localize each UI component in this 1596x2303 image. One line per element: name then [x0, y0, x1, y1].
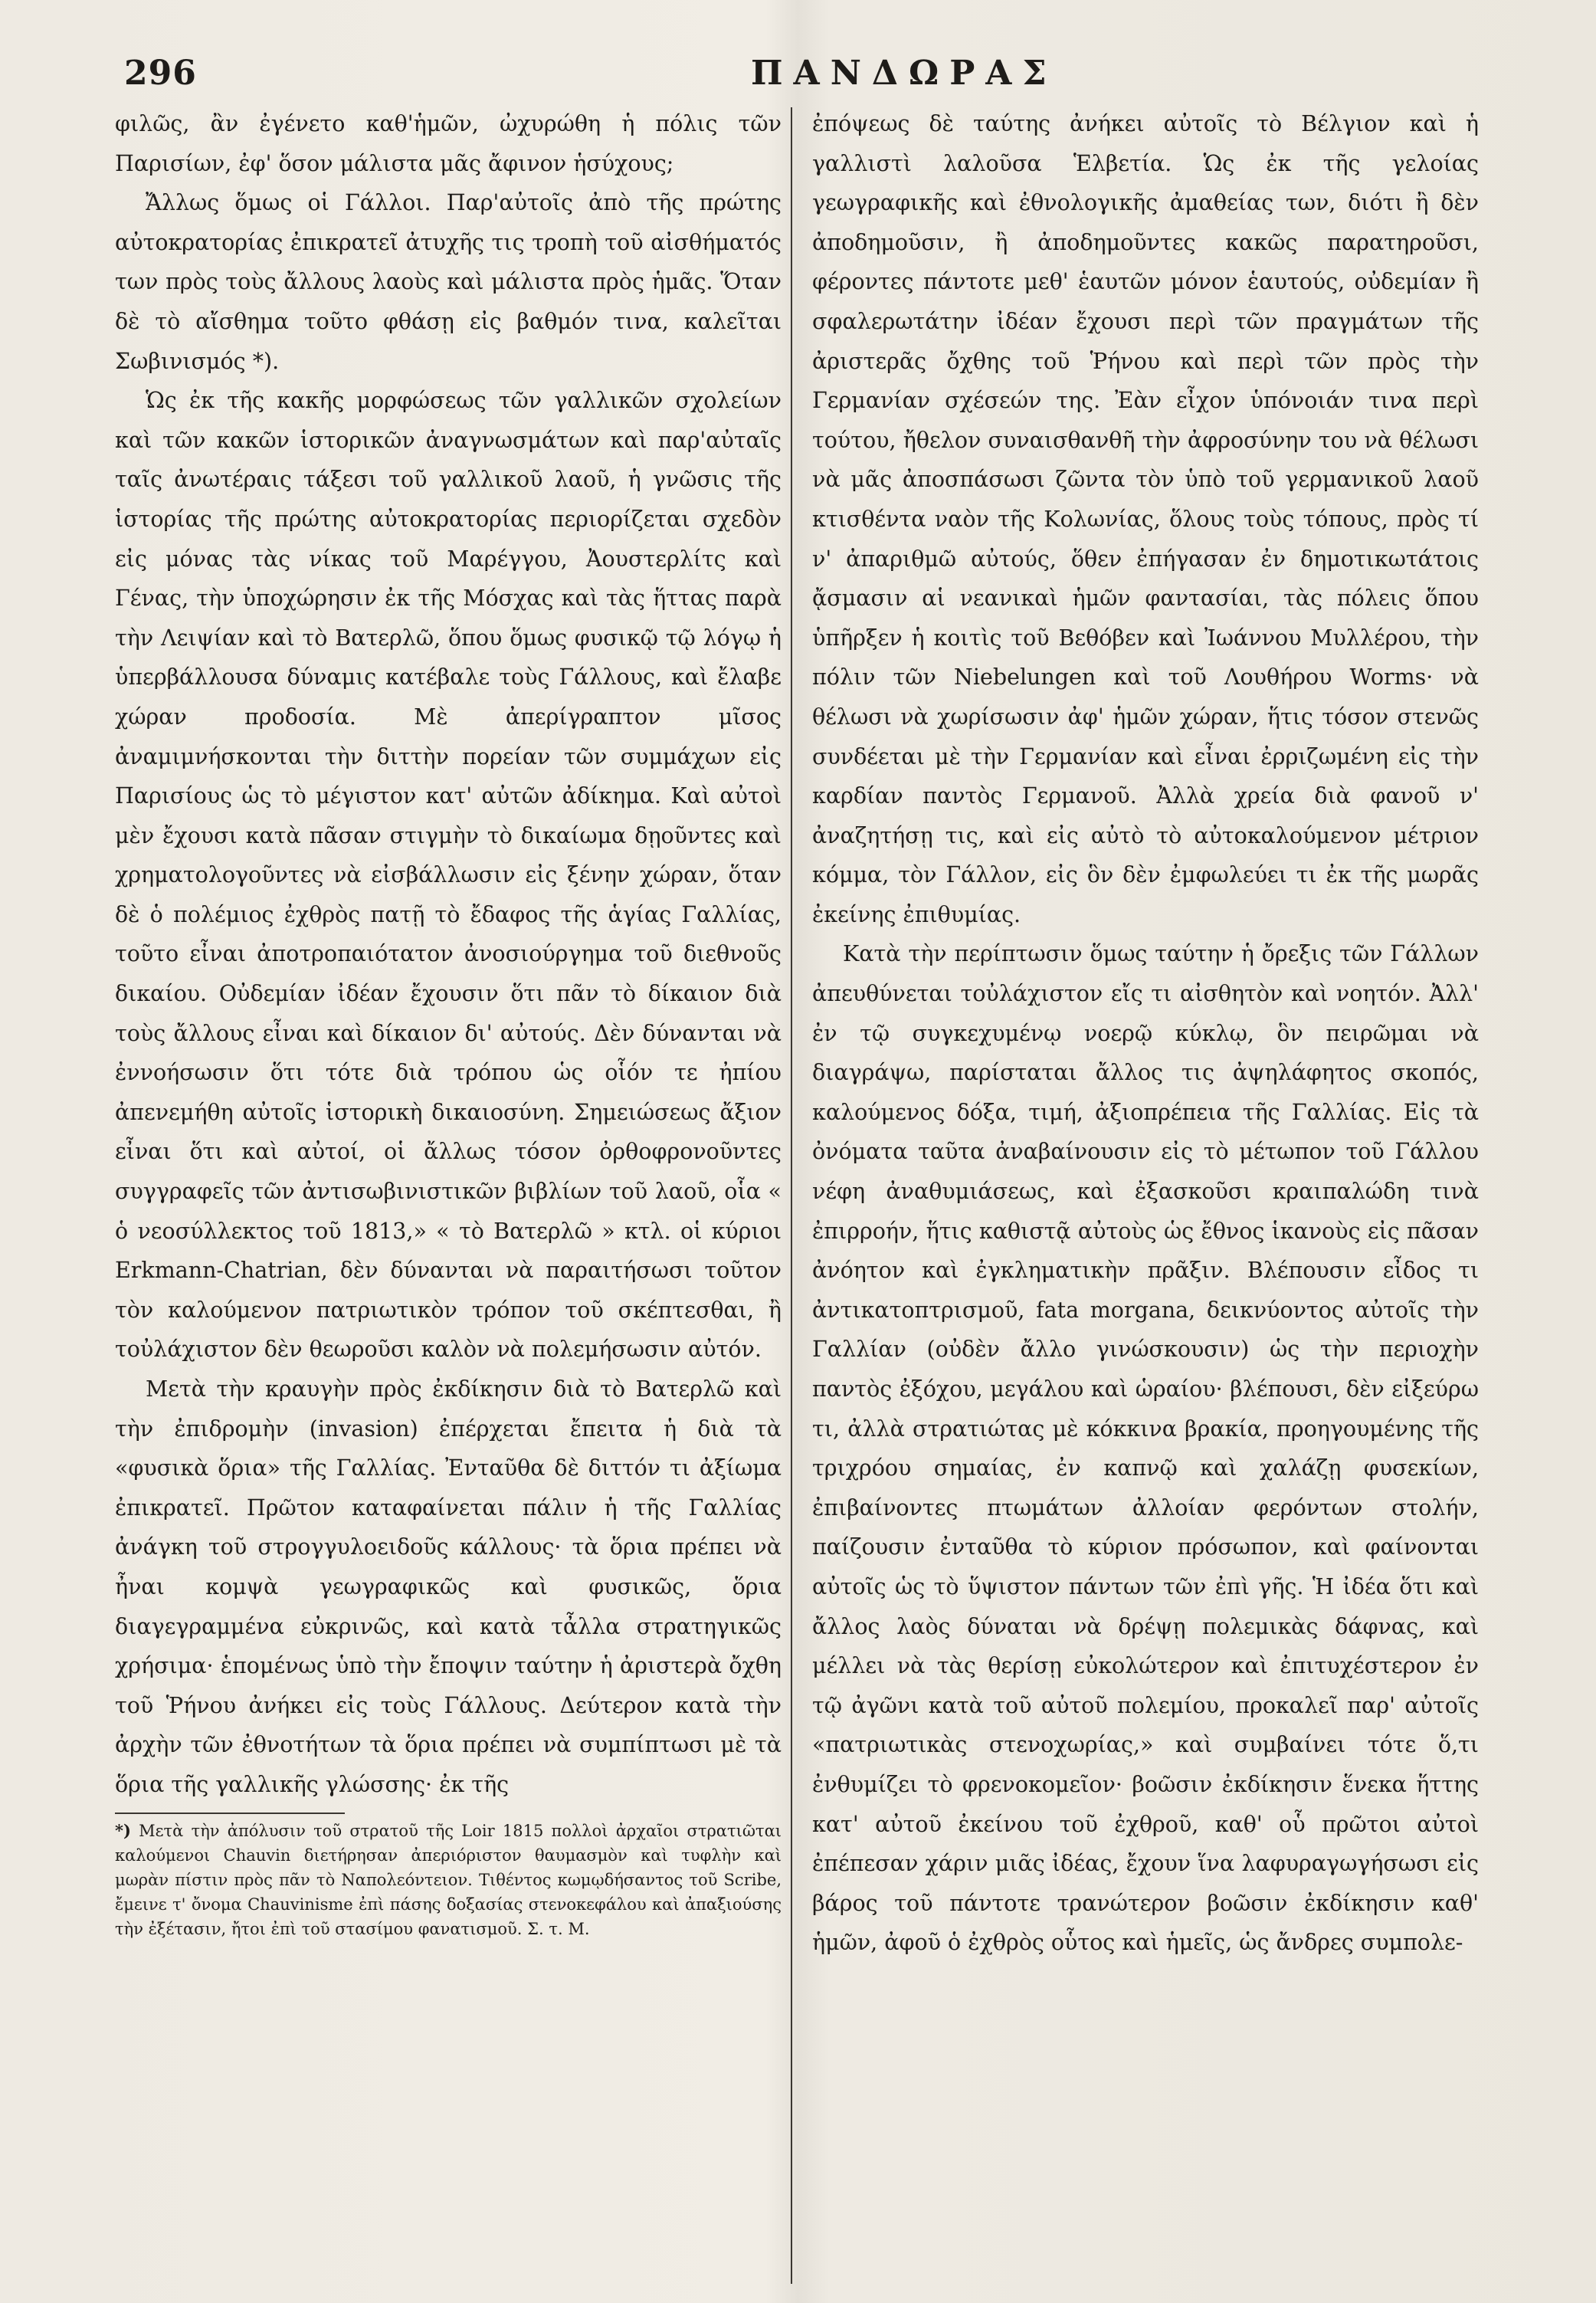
page-header: [115, 49, 1571, 104]
footnote-signature: Σ. τ. Μ.: [527, 1919, 590, 1938]
paragraph: Ἄλλως ὅμως οἱ Γάλλοι. Παρ'αὐτοῖς ἀπὸ τῆς πρώτης αὐτοκρατορίας ἐπικρατεῖ ἀτυχῆς τις τροπὴ τοῦ αἰσθήματός των πρὸς τοὺς ἄλλους λαοὺς καὶ μάλιστα πρὸς ἡμᾶς. Ὅταν δὲ τὸ αἴσθημα τοῦτο φθάσῃ εἰς βαθμόν τινα, καλεῖται Σωβινισμός *).: [115, 190, 782, 374]
paragraph: Μετὰ τὴν κραυγὴν πρὸς ἐκδίκησιν διὰ τὸ Βατερλῶ καὶ τὴν ἐπιδρομὴν (invasion) ἐπέρχεται ἔπειτα ἡ διὰ τὰ «φυσικὰ ὅρια» τῆς Γαλλίας. Ἐνταῦθα δὲ διττόν τι ἀξίωμα ἐπικρατεῖ. Πρῶτον καταφαίνεται πάλιν ἡ τῆς Γαλλίας ἀνάγκη τοῦ στρογγυλοειδοῦς κάλλους· τὰ ὅρια πρέπει νὰ ἦναι κομψὰ γεωγραφικῶς καὶ φυσικῶς, ὅρια διαγεγραμμένα εὐκρινῶς, καὶ κατὰ τἆλλα στρατηγικῶς χρήσιμα· ἑπομένως ὑπὸ τὴν ἔποψιν ταύτην ἡ ἀριστερὰ ὄχθη τοῦ Ῥήνου ἀνήκει εἰς τοὺς Γάλλους. Δεύτερον κατὰ τὴν ἀρχὴν τῶν ἐθνοτήτων τὰ ὅρια πρέπει νὰ συμπίπτωσι μὲ τὰ ὅρια τῆς γαλλικῆς γλώσσης· ἐκ τῆς: [115, 1376, 782, 1797]
left-column: [115, 104, 782, 1941]
footnote-rule: [115, 1813, 345, 1814]
paragraph: φιλῶς, ἂν ἐγένετο καθ'ἡμῶν, ὠχυρώθη ἡ πόλις τῶν Παρισίων, ἐφ' ὅσον μάλιστα μᾶς ἄφινον ἡσύχους;: [115, 111, 782, 176]
column-divider: [791, 107, 792, 2284]
footnote-mark: *): [115, 1820, 131, 1840]
running-title: ΠΑΝΔΩΡΑΣ: [751, 54, 1057, 93]
right-column: [812, 104, 1479, 1963]
page-number: 296: [124, 54, 197, 93]
paragraph: Ὡς ἐκ τῆς κακῆς μορφώσεως τῶν γαλλικῶν σχολείων καὶ τῶν κακῶν ἱστορικῶν ἀναγνωσμάτων καὶ παρ'αὐταῖς ταῖς ἀνωτέραις τάξεσι τοῦ γαλλικοῦ λαοῦ, ἡ γνῶσις τῆς ἱστορίας τῆς πρώτης αὐτοκρατορίας περιορίζεται σχεδὸν εἰς μόνας τὰς νίκας τοῦ Μαρέγγου, Ἀουστερλίτς καὶ Γένας, τὴν ὑποχώρησιν ἐκ τῆς Μόσχας καὶ τὰς ἥττας παρὰ τὴν Λειψίαν καὶ τὸ Βατερλῶ, ὅπου ὅμως φυσικῷ τῷ λόγῳ ἡ ὑπερβάλλουσα δύναμις κατέβαλε τοὺς Γάλλους, καὶ ἔλαβε χώραν προδοσία. Μὲ ἀπερίγραπτον μῖσος ἀναμιμνήσκονται τὴν διττὴν πορείαν τῶν συμμάχων εἰς Παρισίους ὡς τὸ μέγιστον κατ' αὐτῶν ἀδίκημα. Καὶ αὐτοὶ μὲν ἔχουσι κατὰ πᾶσαν στιγμὴν τὸ δικαίωμα δῃοῦντες καὶ χρηματολογοῦντες νὰ εἰσβάλλωσιν εἰς ξένην χώραν, ὅταν δὲ ὁ πολέμιος ἐχθρὸς πατῇ τὸ ἔδαφος τῆς ἁγίας Γαλλίας, τοῦτο εἶναι ἀποτροπαιότατον ἀνοσιούργημα τοῦ διεθνοῦς δικαίου. Οὐδεμίαν ἰδέαν ἔχουσιν ὅτι πᾶν τὸ δίκαιον διὰ τοὺς ἄλλους εἶναι καὶ δίκαιον δι' αὐτούς. Δὲν δύνανται νὰ ἐννοήσωσιν ὅτι τότε διὰ τρόπου ὡς οἷόν τε ἠπίου ἀπενεμήθη αὐτοῖς ἱστορικὴ δικαιοσύνη. Σημειώσεως ἄξιον εἶναι ὅτι καὶ αὐτοί, οἱ ἄλλως τόσον ὀρθοφρονοῦντες συγγραφεῖς τῶν ἀντισωβινιστικῶν βιβλίων τοῦ λαοῦ, οἷα « ὁ νεοσύλλεκτος τοῦ 1813,» « τὸ Βατερλῶ » κτλ. οἱ κύριοι Erkmann-Chatrian, δὲν δύνανται νὰ παραιτήσωσι τοῦτον τὸν καλούμενον πατριωτικὸν τρόπον τοῦ σκέπτεσθαι, ἢ τοὐλάχιστον δὲν θεωροῦσι καλὸν νὰ πολεμήσωσιν αὐτόν.: [115, 388, 782, 1363]
footnote-text: Μετὰ τὴν ἀπόλυσιν τοῦ στρατοῦ τῆς Loir 1815 πολλοὶ ἀρχαῖοι στρατιῶται καλούμενοι Chauvin διετήρησαν ἀπεριόριστον θαυμασμὸν καὶ τυφλὴν καὶ μωρὰν πίστιν πρὸς πᾶν τὸ Ναπολεόντειον. Τιθέντος κωμῳδήσαντος τοῦ Scribe, ἔμεινε τ' ὄνομα Chauvinisme ἐπὶ πάσης δοξασίας στενοκεφάλου καὶ ἀπαξιούσης τὴν ἐξέτασιν, ἤτοι ἐπὶ τοῦ στασίμου φανατισμοῦ.: [115, 1821, 782, 1938]
paragraph: ἐπόψεως δὲ ταύτης ἀνήκει αὐτοῖς τὸ Βέλγιον καὶ ἡ γαλλιστὶ λαλοῦσα Ἑλβετία. Ὡς ἐκ τῆς γελοίας γεωγραφικῆς καὶ ἐθνολογικῆς ἀμαθείας των, διότι ἢ δὲν ἀποδημοῦσιν, ἢ ἀποδημοῦντες κακῶς παρατηροῦσι, φέροντες πάντοτε μεθ' ἑαυτῶν μόνον ἑαυτούς, οὐδεμίαν ἢ σφαλερωτάτην ἰδέαν ἔχουσι περὶ τῶν πραγμάτων τῆς ἀριστερᾶς ὄχθης τοῦ Ῥήνου καὶ περὶ τῶν πρὸς τὴν Γερμανίαν σχέσεών της. Ἐὰν εἶχον ὑπόνοιάν τινα περὶ τούτου, ἤθελον συναισθανθῆ τὴν ἀφροσύνην του νὰ θέλωσι νὰ μᾶς ἀποσπάσωσι ζῶντα τὸν ὑπὸ τοῦ γερμανικοῦ λαοῦ κτισθέντα ναὸν τῆς Κολωνίας, ὅλους τοὺς τόπους, πρὸς τί ν' ἀπαριθμῶ αὐτούς, ὅθεν ἐπήγασαν ἐν δημοτικωτάτοις ᾄσμασιν αἱ νεανικαὶ ἡμῶν φαντασίαι, τὰς πόλεις ὅπου ὑπῆρξεν ἡ κοιτὶς τοῦ Βεθόβεν καὶ Ἰωάννου Μυλλέρου, τὴν πόλιν τῶν Niebelungen καὶ τοῦ Λουθήρου Worms· νὰ θέλωσι νὰ χωρίσωσιν ἀφ' ἡμῶν χώραν, ἥτις τόσον στενῶς συνδέεται μὲ τὴν Γερμανίαν καὶ εἶναι ἐρριζωμένη εἰς τὴν καρδίαν παντὸς Γερμανοῦ. Ἀλλὰ χρεία διὰ φανοῦ ν' ἀναζητήσῃ τις, καὶ εἰς αὐτὸ τὸ αὐτοκαλούμενον μέτριον κόμμα, τὸν Γάλλον, εἰς ὃν δὲν ἐμφωλεύει τι ἐκ τῆς μωρᾶς ἐκείνης ἐπιθυμίας.: [812, 111, 1479, 927]
footnote: [115, 1819, 782, 1941]
paragraph: Κατὰ τὴν περίπτωσιν ὅμως ταύτην ἡ ὄρεξις τῶν Γάλλων ἀπευθύνεται τοὐλάχιστον εἴς τι αἰσθητὸν καὶ νοητόν. Ἀλλ' ἐν τῷ συγκεχυμένῳ νοερῷ κύκλῳ, ὃν πειρῶμαι νὰ διαγράψω, παρίσταται ἄλλος τις ἀψηλάφητος σκοπός, καλούμενος δόξα, τιμή, ἀξιοπρέπεια τῆς Γαλλίας. Εἰς τὰ ὀνόματα ταῦτα ἀναβαίνουσιν εἰς τὸ μέτωπον τοῦ Γάλλου νέφη ἀναθυμιάσεως, καὶ ἐξασκοῦσι κραιπαλώδη τινὰ ἐπιρροήν, ἥτις καθιστᾷ αὐτοὺς ὡς ἔθνος ἱκανοὺς εἰς πᾶσαν ἀνόητον καὶ ἐγκληματικὴν πρᾶξιν. Βλέπουσιν εἶδος τι ἀντικατοπτρισμοῦ, fata morgana, δεικνύοντος αὐτοῖς τὴν Γαλλίαν (οὐδὲν ἄλλο γινώσκουσιν) ὡς τὴν περιοχὴν παντὸς ἐξόχου, μεγάλου καὶ ὡραίου· βλέπουσι, δὲν εἰξεύρω τι, ἀλλὰ στρατιώτας μὲ κόκκινα βρακία, προηγουμένης τῆς τριχρόου σημαίας, ἐν καπνῷ καὶ χαλάζῃ φυσεκίων, ἐπιβαίνοντες πτωμάτων ἀλλοίαν φερόντων στολήν, παίζουσιν ἐνταῦθα τὸ κύριον πρόσωπον, καὶ φαίνονται αὐτοῖς ὡς τὸ ὕψιστον πάντων τῶν ἐπὶ γῆς. Ἡ ἰδέα ὅτι καὶ ἄλλος λαὸς δύναται νὰ δρέψῃ πολεμικὰς δάφνας, καὶ μέλλει νὰ τὰς θερίσῃ εὐκολώτερον καὶ ἐπιτυχέστερον ἐν τῷ ἀγῶνι κατὰ τοῦ αὐτοῦ πολεμίου, προκαλεῖ παρ' αὐτοῖς «πατριωτικὰς στενοχωρίας,» καὶ συμβαίνει τότε ὅ,τι ἐνθυμίζει τὸ φρενοκομεῖον· βοῶσιν ἐκδίκησιν ἕνεκα ἥττης κατ' αὐτοῦ ἐκείνου τοῦ ἐχθροῦ, καθ' οὗ πρῶτοι αὐτοὶ ἐπέπεσαν χάριν μιᾶς ἰδέας, ἔχουν ἵνα λαφυραγωγήσωσι εἰς βάρος τοῦ πάντοτε τρανώτερον βοῶσιν ἐκδίκησιν καθ' ἡμῶν, ἀφοῦ ὁ ἐχθρὸς οὗτος καὶ ἡμεῖς, ὡς ἄνδρες συμπολε-: [812, 941, 1479, 1956]
